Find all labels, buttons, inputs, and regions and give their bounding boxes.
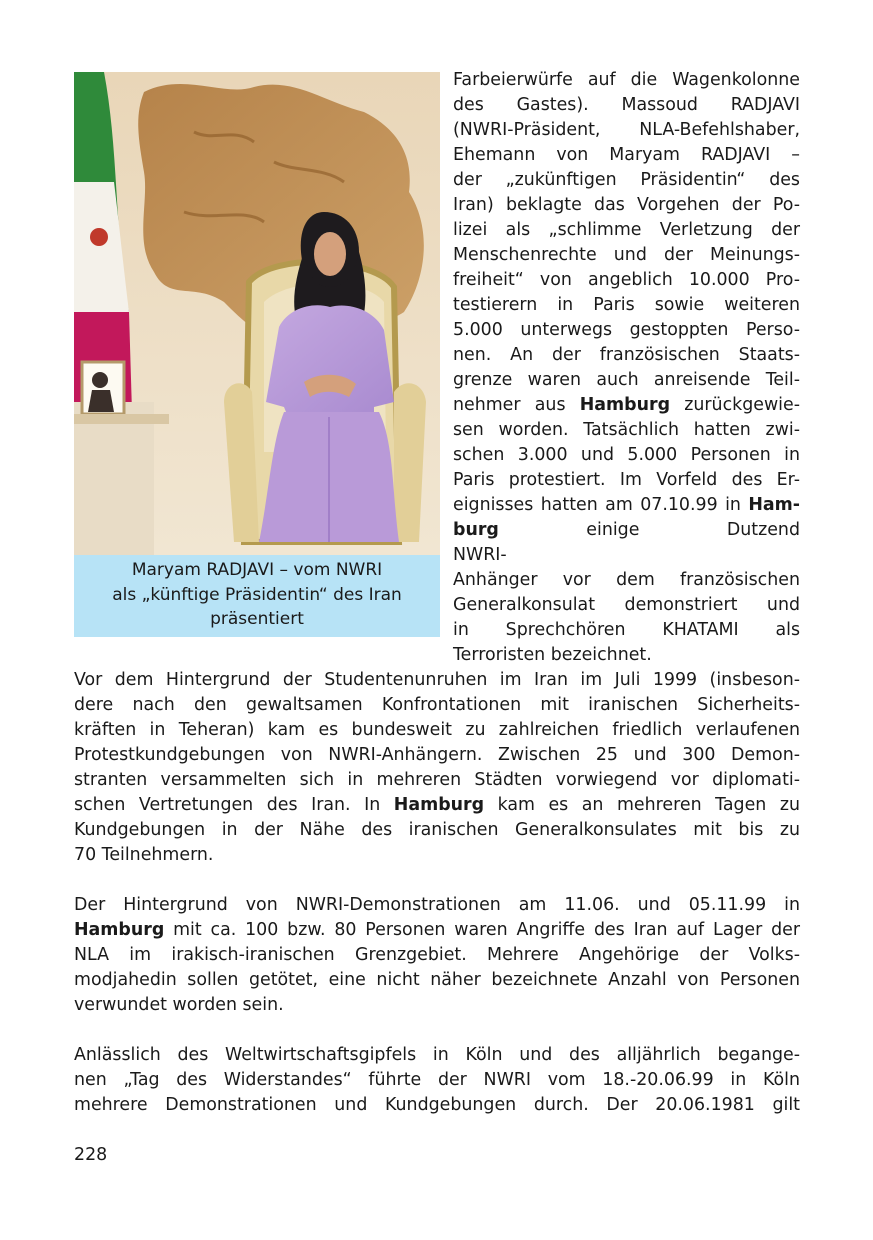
- text-line: mehrere Demonstrationen und Kundgebungen durch. Der 20.06.1981 gilt: [74, 1095, 800, 1115]
- text-line: Der Hintergrund von NWRI-Demonstrationen am 11.06. und 05.11.99 in: [74, 895, 800, 915]
- text-run: schen Vertretungen des Iran. In: [74, 795, 394, 815]
- text-line: Ehemann von Maryam RADJAVI –: [453, 145, 800, 165]
- text-line: stranten versammelten sich in mehreren Städten vorwiegend vor diplomati-: [74, 770, 800, 790]
- emphasis-hamburg: Hamburg: [393, 795, 485, 815]
- paragraph: [74, 1043, 800, 1118]
- side-column-text: [453, 68, 800, 668]
- text-line: (NWRI-Präsident, NLA-Befehlshaber,: [453, 120, 800, 140]
- page-number: 228: [74, 1145, 108, 1165]
- text-line: nen. An der französischen Staats-: [453, 345, 800, 365]
- text-line: nen „Tag des Widerstandes“ führte der NWRI vom 18.-20.06.99 in Köln: [74, 1070, 800, 1090]
- text-line: [453, 393, 800, 418]
- text-line: in Sprechchören KHATAMI als: [453, 620, 800, 640]
- text-line: dere nach den gewaltsamen Konfrontationen mit iranischen Sicherheits-: [74, 695, 800, 715]
- photo-caption: [74, 555, 440, 637]
- figure: [74, 72, 440, 637]
- text-line: 70 Teilnehmern.: [74, 845, 214, 865]
- text-line: sen worden. Tatsächlich hatten zwi-: [453, 420, 800, 440]
- caption-line: als „künftige Präsidentin“ des Iran: [112, 584, 402, 605]
- text-line: Iran) beklagte das Vorgehen der Po-: [453, 195, 800, 215]
- emphasis-hamburg: Hamburg: [579, 395, 671, 415]
- text-line: [453, 518, 800, 568]
- text-line: Farbeierwürfe auf die Wagenkolonne: [453, 70, 800, 90]
- text-line: Protestkundgebungen von NWRI-Anhängern. Zwischen 25 und 300 Demon-: [74, 745, 800, 765]
- text-line: testierern in Paris sowie weiteren: [453, 295, 800, 315]
- text-line: Anhänger vor dem französischen: [453, 570, 800, 590]
- text-line: [74, 918, 800, 943]
- text-line: Terroristen bezeichnet.: [453, 645, 652, 665]
- text-line: der „zukünftigen Präsidentin“ des: [453, 170, 800, 190]
- emphasis-hamburg: Hamburg: [74, 920, 165, 940]
- text-line: 5.000 unterwegs gestoppten Perso-: [453, 320, 800, 340]
- text-run: zurückgewie-: [670, 395, 800, 415]
- text-line: Paris protestiert. Im Vorfeld des Er-: [453, 470, 800, 490]
- text-line: freiheit“ von angeblich 10.000 Pro-: [453, 270, 800, 290]
- caption-line: präsentiert: [210, 609, 304, 629]
- text-line: Vor dem Hintergrund der Studentenunruhen im Iran im Juli 1999 (insbeson-: [74, 670, 800, 690]
- text-line: NLA im irakisch-iranischen Grenzgebiet. Mehrere Angehörige der Volks-: [74, 945, 800, 965]
- paragraph: [74, 893, 800, 1018]
- text-line: lizei als „schlimme Verletzung der: [453, 220, 800, 240]
- paragraph: [74, 668, 800, 868]
- emphasis-hamburg: burg: [453, 520, 499, 540]
- text-line: Kundgebungen in der Nähe des iranischen Generalkonsulates mit bis zu: [74, 820, 800, 840]
- text-line: kräften in Teheran) kam es bundesweit zu zahlreichen friedlich verlaufenen: [74, 720, 800, 740]
- text-line: des Gastes). Massoud RADJAVI: [453, 95, 800, 115]
- text-run: nehmer aus: [453, 395, 580, 415]
- text-run: mit ca. 100 bzw. 80 Personen waren Angriffe des Iran auf Lager der: [164, 920, 800, 940]
- text-line: modjahedin sollen getötet, eine nicht näher bezeichnete Anzahl von Personen: [74, 970, 800, 990]
- text-line: verwundet worden sein.: [74, 995, 284, 1015]
- text-line: Menschenrechte und der Meinungs-: [453, 245, 800, 265]
- text-line: schen 3.000 und 5.000 Personen in: [453, 445, 800, 465]
- text-line: Generalkonsulat demonstriert und: [453, 595, 800, 615]
- text-line: Anlässlich des Weltwirtschaftsgipfels in Köln und des alljährlich begange-: [74, 1045, 800, 1065]
- emphasis-hamburg: Ham-: [748, 495, 800, 515]
- text-line: [74, 793, 800, 818]
- photo: [74, 72, 440, 555]
- text-run: einige Dutzend NWRI-: [453, 520, 800, 565]
- text-line: grenze waren auch anreisende Teil-: [453, 370, 800, 390]
- text-run: eignisses hatten am 07.10.99 in: [453, 495, 749, 515]
- text-run: kam es an mehreren Tagen zu: [484, 795, 800, 815]
- text-line: [453, 493, 800, 518]
- caption-line: Maryam RADJAVI – vom NWRI: [131, 560, 383, 580]
